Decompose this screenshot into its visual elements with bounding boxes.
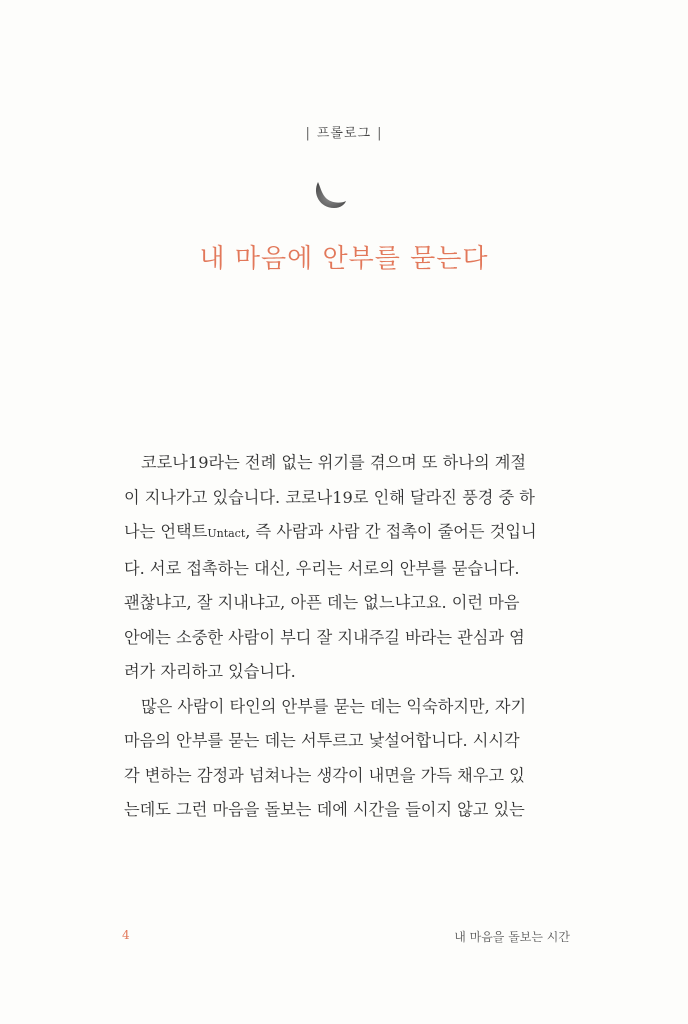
text-line: 이 지나가고 있습니다. 코로나19로 인해 달라진 풍경 중 하 [124, 487, 535, 507]
text-line: 다. 서로 접촉하는 대신, 우리는 서로의 안부를 묻습니다. [124, 558, 520, 578]
section-label-text: 프롤로그 [316, 126, 372, 141]
section-label [0, 122, 688, 141]
chapter-title: 내 마음에 안부를 묻는다 [199, 244, 489, 274]
left-bar: | [305, 126, 311, 141]
text-line: 려가 자리하고 있습니다. [124, 662, 296, 681]
text-line: 코로나19라는 전례 없는 위기를 겪으며 또 하나의 계절 [141, 453, 526, 472]
page-number: 4 [122, 928, 130, 942]
crescent-moon-icon [310, 176, 350, 212]
text-line: 많은 사람이 타인의 안부를 묻는 데는 익숙하지만, 자기 [141, 696, 527, 716]
text-line: 마음의 안부를 묻는 데는 서투르고 낯설어합니다. 시시각 [124, 731, 520, 750]
running-footer-title: 내 마음을 돌보는 시간 [454, 930, 570, 944]
right-bar: | [377, 126, 383, 141]
text-segment: 나는 언택트 [124, 522, 208, 541]
text-line: 각 변하는 감정과 넘쳐나는 생각이 내면을 가득 채우고 있 [124, 765, 525, 785]
paragraph-2 [124, 690, 564, 725]
body-text [124, 446, 564, 828]
text-line: 안에는 소중한 사람이 부디 잘 지내주길 바라는 관심과 염 [124, 627, 525, 647]
text-segment: , 즉 사람과 사람 간 접촉이 줄어든 것입니 [245, 522, 537, 541]
latin-annotation: Untact [207, 527, 246, 540]
text-line: 는데도 그런 마음을 돌보는 데에 시간을 들이지 않고 있는 [124, 800, 525, 819]
text-line [124, 515, 564, 552]
paragraph-1 [124, 446, 564, 481]
text-line: 괜찮냐고, 잘 지내냐고, 아픈 데는 없느냐고요. 이런 마음 [124, 593, 520, 612]
